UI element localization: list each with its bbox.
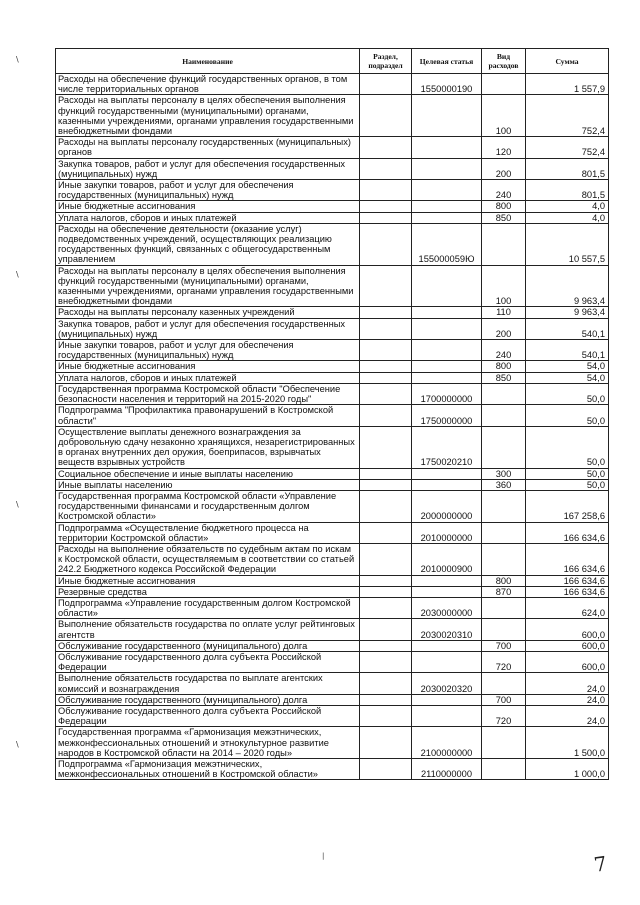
cell-type: 850 bbox=[482, 212, 526, 223]
cell-sum: 50,0 bbox=[526, 479, 609, 490]
cell-type: 720 bbox=[482, 651, 526, 672]
cell-section bbox=[360, 74, 412, 95]
cell-type: 120 bbox=[482, 137, 526, 158]
cell-name: Расходы на обеспечение функций государственных органов, в том числе территориальных органов bbox=[56, 74, 360, 95]
cell-type bbox=[482, 383, 526, 404]
cell-target: 2010000000 bbox=[412, 522, 482, 543]
table-row bbox=[56, 759, 609, 780]
table-row bbox=[56, 265, 609, 307]
cell-target bbox=[412, 265, 482, 307]
cell-type bbox=[482, 426, 526, 468]
cell-target: 1750020210 bbox=[412, 426, 482, 468]
cell-section bbox=[360, 522, 412, 543]
cell-type: 110 bbox=[482, 307, 526, 318]
cell-name: Расходы на выплаты персоналу в целях обеспечения выполнения функций государственными (муниципальными) органами, казенными учреждениями, органами управления государственными внебюджетными фондами bbox=[56, 265, 360, 307]
table-row bbox=[56, 95, 609, 137]
cell-name: Обслуживание государственного долга субъекта Российской Федерации bbox=[56, 651, 360, 672]
cell-sum: 50,0 bbox=[526, 426, 609, 468]
cell-sum: 1 500,0 bbox=[526, 727, 609, 759]
cell-section bbox=[360, 426, 412, 468]
cell-section bbox=[360, 223, 412, 265]
table-row bbox=[56, 490, 609, 522]
cell-section bbox=[360, 468, 412, 479]
cell-section bbox=[360, 318, 412, 339]
header-target: Целевая статья bbox=[412, 49, 482, 74]
cell-sum: 54,0 bbox=[526, 372, 609, 383]
table-row bbox=[56, 212, 609, 223]
cell-target bbox=[412, 137, 482, 158]
table-row bbox=[56, 597, 609, 618]
cell-target bbox=[412, 201, 482, 212]
cell-sum: 624,0 bbox=[526, 597, 609, 618]
cell-type: 850 bbox=[482, 372, 526, 383]
page-number: 7 bbox=[592, 851, 609, 877]
cell-section bbox=[360, 586, 412, 597]
cell-sum: 801,5 bbox=[526, 158, 609, 179]
budget-table-container bbox=[55, 48, 608, 780]
cell-type bbox=[482, 597, 526, 618]
cell-name: Иные бюджетные ассигнования bbox=[56, 201, 360, 212]
cell-type: 800 bbox=[482, 201, 526, 212]
table-row bbox=[56, 223, 609, 265]
cell-name: Обслуживание государственного (муниципального) долга bbox=[56, 640, 360, 651]
cell-type: 720 bbox=[482, 705, 526, 726]
cell-name: Иные бюджетные ассигнования bbox=[56, 575, 360, 586]
cell-section bbox=[360, 727, 412, 759]
cell-name: Расходы на выплаты персоналу казенных учреждений bbox=[56, 307, 360, 318]
cell-type bbox=[482, 74, 526, 95]
cell-sum: 801,5 bbox=[526, 180, 609, 201]
table-row bbox=[56, 651, 609, 672]
table-row bbox=[56, 74, 609, 95]
cell-target bbox=[412, 651, 482, 672]
cell-section bbox=[360, 95, 412, 137]
cell-section bbox=[360, 212, 412, 223]
cell-section bbox=[360, 543, 412, 575]
cell-name: Выполнение обязательств государства по выплате агентских комиссий и вознаграждения bbox=[56, 673, 360, 694]
cell-target bbox=[412, 180, 482, 201]
cell-sum: 24,0 bbox=[526, 705, 609, 726]
cell-section bbox=[360, 372, 412, 383]
cell-name: Расходы на выплаты персоналу в целях обеспечения выполнения функций государственными (муниципальными) органами, казенными учреждениями, органами управления государственными внебюджетными фондами bbox=[56, 95, 360, 137]
cell-section bbox=[360, 307, 412, 318]
cell-type bbox=[482, 405, 526, 426]
header-type: Вид расходов bbox=[482, 49, 526, 74]
cell-name: Расходы на выполнение обязательств по судебным актам по искам к Костромской области, осуществляемым в соответствии со статьей 242.2 Бюджетного кодекса Российской Федерации bbox=[56, 543, 360, 575]
cell-type: 800 bbox=[482, 575, 526, 586]
cell-type: 240 bbox=[482, 180, 526, 201]
cell-section bbox=[360, 383, 412, 404]
cell-target: 1750000000 bbox=[412, 405, 482, 426]
cell-target bbox=[412, 586, 482, 597]
header-name: Наименование bbox=[56, 49, 360, 74]
cell-name: Резервные средства bbox=[56, 586, 360, 597]
table-row bbox=[56, 340, 609, 361]
cell-type: 100 bbox=[482, 265, 526, 307]
cell-type: 240 bbox=[482, 340, 526, 361]
cell-target bbox=[412, 318, 482, 339]
table-row bbox=[56, 694, 609, 705]
cell-name: Социальное обеспечение и иные выплаты населению bbox=[56, 468, 360, 479]
cell-type bbox=[482, 543, 526, 575]
cell-sum: 50,0 bbox=[526, 405, 609, 426]
cell-sum: 540,1 bbox=[526, 318, 609, 339]
cell-section bbox=[360, 597, 412, 618]
cell-name: Подпрограмма «Осуществление бюджетного процесса на территории Костромской области» bbox=[56, 522, 360, 543]
cell-sum: 166 634,6 bbox=[526, 586, 609, 597]
cell-section bbox=[360, 201, 412, 212]
table-row bbox=[56, 372, 609, 383]
cell-target: 155000059Ю bbox=[412, 223, 482, 265]
cell-target bbox=[412, 212, 482, 223]
cell-sum: 4,0 bbox=[526, 201, 609, 212]
cell-sum: 1 000,0 bbox=[526, 759, 609, 780]
cell-section bbox=[360, 340, 412, 361]
cell-section bbox=[360, 158, 412, 179]
cell-sum: 600,0 bbox=[526, 651, 609, 672]
cell-name: Закупка товаров, работ и услуг для обеспечения государственных (муниципальных) нужд bbox=[56, 318, 360, 339]
cell-target bbox=[412, 705, 482, 726]
budget-table bbox=[55, 48, 609, 780]
cell-target bbox=[412, 479, 482, 490]
cell-target bbox=[412, 372, 482, 383]
cell-sum: 9 963,4 bbox=[526, 307, 609, 318]
cell-type: 870 bbox=[482, 586, 526, 597]
cell-sum: 600,0 bbox=[526, 640, 609, 651]
cell-target bbox=[412, 361, 482, 372]
cell-target: 2030000000 bbox=[412, 597, 482, 618]
cell-name: Государственная программа Костромской области «Управление государственными финансами и государственным долгом Костромской области» bbox=[56, 490, 360, 522]
scan-speck: | bbox=[322, 852, 325, 860]
cell-name: Иные выплаты населению bbox=[56, 479, 360, 490]
table-row bbox=[56, 468, 609, 479]
cell-name: Расходы на выплаты персоналу государственных (муниципальных) органов bbox=[56, 137, 360, 158]
table-row bbox=[56, 705, 609, 726]
cell-target: 1550000190 bbox=[412, 74, 482, 95]
cell-section bbox=[360, 479, 412, 490]
cell-section bbox=[360, 137, 412, 158]
cell-name: Обслуживание государственного долга субъекта Российской Федерации bbox=[56, 705, 360, 726]
cell-sum: 600,0 bbox=[526, 619, 609, 640]
cell-type: 300 bbox=[482, 468, 526, 479]
margin-tick-mark: \ bbox=[16, 55, 19, 64]
table-row bbox=[56, 383, 609, 404]
cell-name: Закупка товаров, работ и услуг для обеспечения государственных (муниципальных) нужд bbox=[56, 158, 360, 179]
cell-target: 2100000000 bbox=[412, 727, 482, 759]
cell-sum: 9 963,4 bbox=[526, 265, 609, 307]
cell-target bbox=[412, 640, 482, 651]
cell-section bbox=[360, 640, 412, 651]
cell-sum: 167 258,6 bbox=[526, 490, 609, 522]
cell-type bbox=[482, 673, 526, 694]
table-row bbox=[56, 586, 609, 597]
table-row bbox=[56, 673, 609, 694]
cell-type bbox=[482, 223, 526, 265]
cell-section bbox=[360, 575, 412, 586]
cell-section bbox=[360, 651, 412, 672]
cell-section bbox=[360, 694, 412, 705]
cell-type bbox=[482, 522, 526, 543]
cell-target bbox=[412, 158, 482, 179]
cell-sum: 50,0 bbox=[526, 468, 609, 479]
table-row bbox=[56, 426, 609, 468]
cell-name: Государственная программа «Гармонизация межэтнических, межконфессиональных отношений и этнокультурное развитие народов в Костромской области на 2014 – 2020 годы» bbox=[56, 727, 360, 759]
table-row bbox=[56, 479, 609, 490]
cell-type: 100 bbox=[482, 95, 526, 137]
table-row bbox=[56, 318, 609, 339]
cell-target: 2010000900 bbox=[412, 543, 482, 575]
cell-target bbox=[412, 307, 482, 318]
cell-name: Государственная программа Костромской области "Обеспечение безопасности населения и территорий на 2015-2020 годы" bbox=[56, 383, 360, 404]
cell-sum: 24,0 bbox=[526, 673, 609, 694]
cell-section bbox=[360, 405, 412, 426]
cell-sum: 10 557,5 bbox=[526, 223, 609, 265]
table-row bbox=[56, 307, 609, 318]
table-row bbox=[56, 575, 609, 586]
cell-type: 800 bbox=[482, 361, 526, 372]
cell-target: 2110000000 bbox=[412, 759, 482, 780]
cell-type: 200 bbox=[482, 158, 526, 179]
header-section: Раздел, подраздел bbox=[360, 49, 412, 74]
table-row bbox=[56, 727, 609, 759]
cell-name: Осуществление выплаты денежного вознаграждения за добровольную сдачу незаконно хранящихся, незарегистрированных в органах внутренних дел оружия, боеприпасов, взрывчатых веществ взрывных устройств bbox=[56, 426, 360, 468]
cell-target: 1700000000 bbox=[412, 383, 482, 404]
table-row bbox=[56, 640, 609, 651]
table-row bbox=[56, 201, 609, 212]
cell-target bbox=[412, 95, 482, 137]
cell-name: Уплата налогов, сборов и иных платежей bbox=[56, 212, 360, 223]
cell-target: 2030020310 bbox=[412, 619, 482, 640]
cell-section bbox=[360, 673, 412, 694]
cell-name: Иные закупки товаров, работ и услуг для обеспечения государственных (муниципальных) нужд bbox=[56, 180, 360, 201]
margin-tick-mark: \ bbox=[16, 740, 19, 749]
cell-sum: 1 557,9 bbox=[526, 74, 609, 95]
cell-sum: 752,4 bbox=[526, 95, 609, 137]
cell-section bbox=[360, 180, 412, 201]
table-row bbox=[56, 137, 609, 158]
cell-sum: 752,4 bbox=[526, 137, 609, 158]
table-header-row bbox=[56, 49, 609, 74]
table-row bbox=[56, 522, 609, 543]
cell-name: Уплата налогов, сборов и иных платежей bbox=[56, 372, 360, 383]
cell-sum: 54,0 bbox=[526, 361, 609, 372]
cell-name: Расходы на обеспечение деятельности (оказание услуг) подведомственных учреждений, осуществляющих реализацию государственных функций, связанных с общегосударственным управлением bbox=[56, 223, 360, 265]
header-sum: Сумма bbox=[526, 49, 609, 74]
cell-section bbox=[360, 361, 412, 372]
cell-section bbox=[360, 759, 412, 780]
cell-name: Обслуживание государственного (муниципального) долга bbox=[56, 694, 360, 705]
cell-target: 2030020320 bbox=[412, 673, 482, 694]
cell-type bbox=[482, 759, 526, 780]
cell-sum: 166 634,6 bbox=[526, 543, 609, 575]
cell-name: Иные закупки товаров, работ и услуг для обеспечения государственных (муниципальных) нужд bbox=[56, 340, 360, 361]
cell-name: Подпрограмма "Профилактика правонарушений в Костромской области" bbox=[56, 405, 360, 426]
cell-target: 2000000000 bbox=[412, 490, 482, 522]
cell-section bbox=[360, 619, 412, 640]
cell-sum: 4,0 bbox=[526, 212, 609, 223]
cell-sum: 540,1 bbox=[526, 340, 609, 361]
table-row bbox=[56, 619, 609, 640]
cell-type bbox=[482, 619, 526, 640]
table-row bbox=[56, 405, 609, 426]
cell-section bbox=[360, 490, 412, 522]
cell-name: Выполнение обязательств государства по оплате услуг рейтинговых агентств bbox=[56, 619, 360, 640]
table-row bbox=[56, 180, 609, 201]
cell-type: 700 bbox=[482, 694, 526, 705]
cell-section bbox=[360, 265, 412, 307]
cell-target bbox=[412, 575, 482, 586]
table-body bbox=[56, 74, 609, 780]
table-row bbox=[56, 158, 609, 179]
cell-name: Иные бюджетные ассигнования bbox=[56, 361, 360, 372]
cell-type bbox=[482, 490, 526, 522]
table-row bbox=[56, 361, 609, 372]
cell-type: 200 bbox=[482, 318, 526, 339]
table-row bbox=[56, 543, 609, 575]
cell-name: Подпрограмма «Гармонизация межэтнических, межконфессиональных отношений в Костромской области» bbox=[56, 759, 360, 780]
cell-target bbox=[412, 468, 482, 479]
cell-type: 700 bbox=[482, 640, 526, 651]
cell-sum: 166 634,6 bbox=[526, 522, 609, 543]
cell-type bbox=[482, 727, 526, 759]
cell-name: Подпрограмма «Управление государственным долгом Костромской области» bbox=[56, 597, 360, 618]
cell-target bbox=[412, 694, 482, 705]
cell-sum: 24,0 bbox=[526, 694, 609, 705]
cell-type: 360 bbox=[482, 479, 526, 490]
cell-sum: 50,0 bbox=[526, 383, 609, 404]
cell-target bbox=[412, 340, 482, 361]
margin-tick-mark: \ bbox=[16, 270, 19, 279]
cell-section bbox=[360, 705, 412, 726]
cell-sum: 166 634,6 bbox=[526, 575, 609, 586]
margin-tick-mark: \ bbox=[16, 500, 19, 509]
